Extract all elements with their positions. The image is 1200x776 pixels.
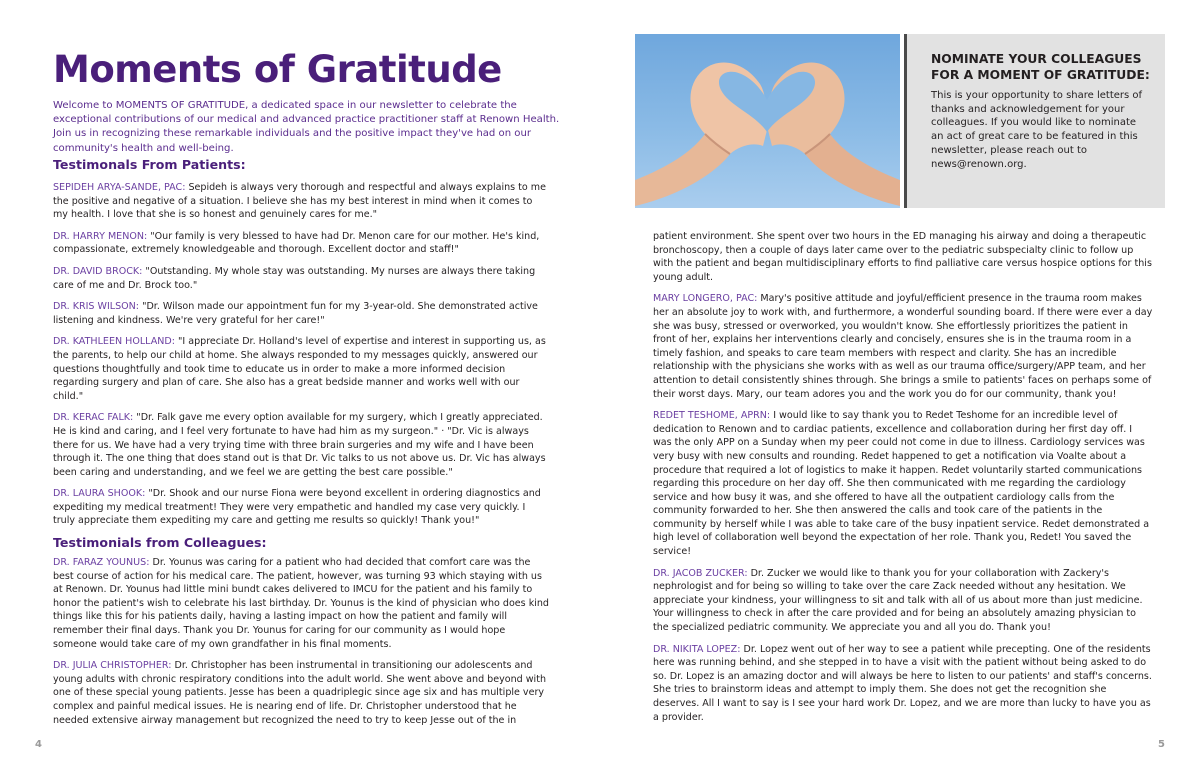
testimonial-author: DR. KERAC FALK:	[53, 412, 134, 424]
colleagues-heading: Testimonials from Colleagues:	[53, 535, 267, 550]
testimonial	[53, 230, 549, 257]
testimonial	[653, 292, 1153, 401]
testimonial-text: Dr. Younus was caring for a patient who had decided that comfort care was the best course of action for his medical care. The patient, however, was turning 93 which staying with us at Renown. Dr. Younus had little mini bundt cakes delivered to IMCU for the patient and his family to honor the patient's wish to celebrate his last birthday. Dr. Younus is the kind of physician who does kind things like this for his patients daily, having a lasting impact on how the patient and family will remember their final days. Thank you Dr. Younus for caring for our community as I would hope someone would take care of my own grandfather in his final moments.	[53, 557, 549, 650]
testimonial-author: DR. DAVID BROCK:	[53, 265, 143, 277]
testimonial-author: DR. JACOB ZUCKER:	[653, 567, 748, 579]
testimonial-text: "Dr. Falk gave me every option available for my surgery, which I greatly appreciated. He is kind and caring, and I feel very fortunate to have had him as my surgeon." · "Dr. Vic is always there for us. We have had a very trying time with three brain surgeries and my wife and I have been through it. The one thing that does stand out is that Dr. Vic talks to us not above us. Dr. Vic has always been caring and understanding, and we feel we are getting the best care possible."	[53, 412, 546, 478]
testimonial	[53, 265, 549, 292]
testimonial-text: Dr. Christopher has been instrumental in transitioning our adolescents and young adults with chronic respiratory conditions into the adult world. She went above and beyond with one of these special young patients. Jesse has been a quadriplegic since age six and has multiple very complex and painful medical issues. He is nearing end of life. Dr. Christopher understood that he needed extensive airway management but recognized the need to try to keep Jesse out of the in	[53, 660, 547, 726]
testimonial	[53, 181, 549, 222]
testimonial	[53, 335, 549, 403]
testimonial-text: "Our family is very blessed to have had Dr. Menon care for our mother. He's kind, compassionate, extremely knowledgeable and thorough. Excellent doctor and staff!"	[53, 230, 540, 256]
testimonial	[53, 487, 549, 528]
right-page	[600, 0, 1200, 776]
testimonial-text: "I appreciate Dr. Holland's level of expertise and interest in supporting us, as the parents, to help our child at home. She always responded to my messages quickly, answered our questions thoughtfully and took time to educate us in order to make a more informed decision regarding surgery and plan of care. She also has a great bedside manner and works well with our child."	[53, 336, 546, 402]
testimonial	[653, 567, 1153, 635]
colleague-testimonials	[53, 556, 549, 735]
testimonial	[653, 643, 1153, 725]
testimonial-author: DR. LAURA SHOOK:	[53, 488, 146, 500]
right-testimonials	[653, 230, 1153, 732]
patient-testimonials	[53, 181, 549, 536]
hands-heart-photo	[635, 34, 900, 208]
continued-text: patient environment. She spent over two hours in the ED managing his airway and doing a therapeutic bronchoscopy, then a couple of days later came over to the pediatric subspecialty clinic to follow up with the patient and began multidisciplinary efforts to find palliative care versus hospice options for this young adult.	[653, 231, 1152, 283]
testimonial	[653, 409, 1153, 559]
testimonial-text: "Dr. Wilson made our appointment fun for my 3-year-old. She demonstrated active listening and kindness. We're very grateful for her care!"	[53, 301, 538, 326]
hands-heart-illustration	[635, 34, 900, 208]
testimonial-author: DR. KRIS WILSON:	[53, 301, 140, 313]
testimonial-text: Dr. Zucker we would like to thank you for your collaboration with Zackery's nephrologist and for being so willing to take over the care Zack needed without any hesitation. We appreciate your kindness, your willingness to sit and talk with all of us about more than just medicine. Your willingness to check in after the care provided and for being an absolutely amazing physician to the specialized pediatric community. We appreciate you and all you do. Thank you!	[653, 567, 1143, 634]
page-number: 4	[35, 739, 42, 750]
testimonial	[53, 556, 549, 651]
callout-heading: NOMINATE YOUR COLLEAGUES FOR A MOMENT OF GRATITUDE:	[931, 52, 1150, 82]
testimonial-author: DR. NIKITA LOPEZ:	[653, 643, 741, 655]
testimonial	[53, 659, 549, 727]
patients-heading: Testimonals From Patients:	[53, 157, 246, 172]
testimonial-author: DR. JULIA CHRISTOPHER:	[53, 660, 172, 672]
testimonial-author: MARY LONGERO, PAC:	[653, 293, 758, 305]
callout-body: This is your opportunity to share letters of thanks and acknowledgement for your colleagues. If you would like to nominate an act of great care to be featured in this newsletter, please reach out to news@renown.org.	[931, 90, 1143, 170]
testimonial-text: "Dr. Shook and our nurse Fiona were beyond excellent in ordering diagnostics and expediting my medical treatment! They were very empathetic and handled my case very quickly. I truly appreciate them expediting my care and getting me results so quickly! Thank you!"	[53, 488, 541, 527]
testimonial-text: Mary's positive attitude and joyful/efficient presence in the trauma room makes her an absolute joy to work with, and furthermore, a wonderful sounding board. If there were ever a day she was busy, stressed or overworked, you wouldn't know. She effortlessly prioritizes the patient in front of her, explains her interventions clearly and concisely, ensures she is in the trauma room in a timely fashion, and speaks to care team members with respect and clarity. She has an incredible relationship with the physicians she works with as well as our trauma office/surgery/APP team, and her attention to detail consistently shines through. She brings a smile to patients' faces on perhaps some of their worst days. Mary, our team adores you and the work you do for our community, thank you!	[653, 293, 1153, 400]
nominate-callout	[904, 34, 1165, 208]
testimonial-text: Dr. Lopez went out of her way to see a patient while precepting. One of the residents here was running behind, and she stepped in to have a visit with the patient without being asked to do so. Dr. Lopez is an amazing doctor and will always be here to listen to our patients' and staff's concerns. She tries to brainstorm ideas and attempt to imply them. She does not get the recognition she deserves. All I want to say is I see your hard work Dr. Lopez, and we are more than lucky to have you as a provider.	[653, 643, 1152, 723]
page-title: Moments of Gratitude	[53, 48, 502, 91]
testimonial	[53, 300, 549, 327]
testimonial-author: DR. FARAZ YOUNUS:	[53, 557, 150, 568]
testimonial-text: Sepideh is always very thorough and respectful and always explains to me the positive and negative of a situation. I believe she has my best interest in mind when it comes to my health. I love that she is so honest and genuinely cares for me."	[53, 182, 546, 221]
testimonial-author: DR. KATHLEEN HOLLAND:	[53, 336, 175, 348]
testimonial-author: DR. HARRY MENON:	[53, 230, 148, 242]
testimonial-text: "Outstanding. My whole stay was outstanding. My nurses are always there taking care of me and Dr. Brock too."	[53, 265, 536, 291]
testimonial-text: I would like to say thank you to Redet Teshome for an incredible level of dedication to Renown and to cardiac patients, excellence and collaboration during her first day off. I was the only APP on a Sunday when my peer could not come in due to illness. Cardiology services was very busy with new consults and rounding. Redet happened to get a notification via Voalte about a procedure that required a lot of logistics to make it happen. Redet voluntarily started communications regarding this procedure on her day off. She then communicated with me regarding the cardiology service and how busy it was, and she offered to have all the outpatient cardiology calls from the community forwarded to her. She then answered the calls and took care of the patients in the community by herself while I was able to take care of the busy inpatient service. Redet demonstrated a high level of collaboration well beyond the expectation of her role. Thank you, Redet! You saved the service!	[653, 410, 1150, 558]
testimonial-author: REDET TESHOME, APRN:	[653, 410, 771, 422]
page-number: 5	[1158, 739, 1165, 750]
intro-paragraph: Welcome to MOMENTS OF GRATITUDE, a dedicated space in our newsletter to celebrate the exceptional contributions of our medical and advanced practice practitioner staff at Renown Health. Join us in recognizing these remarkable individuals and the positive impact they've had on our community's health and well-being.	[53, 100, 560, 154]
testimonial-author: SEPIDEH ARYA-SANDE, PAC:	[53, 182, 186, 193]
testimonial	[53, 411, 549, 479]
